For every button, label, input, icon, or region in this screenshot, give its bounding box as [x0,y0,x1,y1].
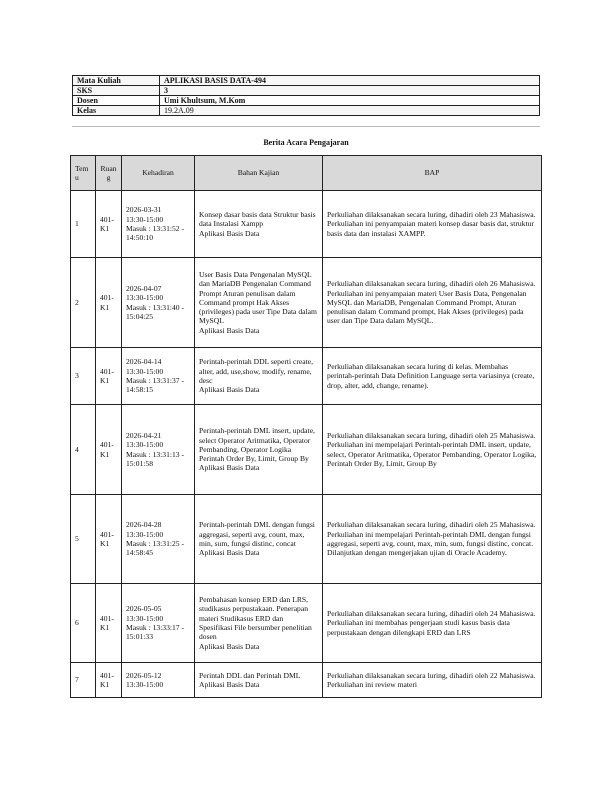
cell-ruang: 401- K1 [96,495,122,584]
cell-bahan-kajian: Pembahasan konsep ERD dan LRS, studikasus perpustakaan. Penerapan materi Studikasus ERD dan Spesifikasi File bersumber penelitian dosen Aplikasi Basis Data [195,584,323,663]
cell-kehadiran: 2026-04-14 13:30-15:00 Masuk : 13:31:37 - 14:58:15 [122,348,195,405]
header-bap: BAP [323,156,542,191]
info-row-class [73,106,540,116]
cell-bahan-kajian: Konsep dasar basis data Struktur basis data Instalasi Xampp Aplikasi Basis Data [195,191,323,258]
info-row-course [73,76,540,86]
header-kehadiran: Kehadiran [122,156,195,191]
info-row-sks [73,86,540,96]
info-label: Mata Kuliah [73,76,160,86]
teaching-log-table [70,155,542,698]
cell-ruang: 401- K1 [96,663,122,698]
info-row-lecturer [73,96,540,106]
cell-temu: 6 [71,584,96,663]
cell-temu: 7 [71,663,96,698]
info-label: Dosen [73,96,160,106]
info-label: SKS [73,86,160,96]
cell-kehadiran: 2026-04-07 13:30-15:00 Masuk : 13:31:40 - 15:04:25 [122,258,195,348]
header-temu: Temu [71,156,96,191]
cell-bahan-kajian: Perintah-perintah DDL seperti create, alter, add, use,show, modify, rename, desc Aplikasi Basis Data [195,348,323,405]
cell-bap: Perkuliahan dilaksanakan secara luring, dihadiri oleh 25 Mahasiswa. Perkuliahan ini mempelajari Perintah-perintah DML insert, update, select, Operator Aritmatika, Operator Pembanding, Operator Logika, Perintah Order By, Limit, Group By [323,405,542,495]
cell-kehadiran: 2026-04-28 13:30-15:00 Masuk : 13:31:25 - 14:58:45 [122,495,195,584]
table-row [71,663,542,698]
cell-bahan-kajian: Perintah-perintah DML dengan fungsi aggregasi, seperti avg, count, max, min, sum, fungsi distinc, concat Aplikasi Basis Data [195,495,323,584]
cell-kehadiran: 2026-04-21 13:30-15:00 Masuk : 13:31:13 - 15:01:58 [122,405,195,495]
cell-kehadiran: 2026-03-31 13:30-15:00 Masuk : 13:31:52 - 14:50:10 [122,191,195,258]
info-value: 3 [160,86,540,96]
table-row [71,258,542,348]
section-divider [72,126,540,127]
table-row [71,348,542,405]
header-ruang: Ruang [96,156,122,191]
cell-bap: Perkuliahan dilaksanakan secara luring, dihadiri oleh 23 Mahasiswa. Perkuliahan ini penyampaian materi konsep dasar basis dat, struktur basis data dan instalasi XAMPP. [323,191,542,258]
table-header-row [71,156,542,191]
cell-bap: Perkuliahan dilaksanakan secara luring, dihadiri oleh 24 Mahasiswa. Perkuliahan ini membahas pengerjaan studi kasus basis data perpustakaan dengan dilengkapi ERD dan LRS [323,584,542,663]
cell-bap: Perkuliahan dilaksanakan secara luring, dihadiri oleh 26 Mahasiswa. Perkuliahan ini penyampaian materi User Basis Data, Pengenalan MySQL dan MariaDB, Pengenalan Command Prompt, Aturan penulisan dalam Command prompt, Hak Akses (privileges) pada user dan Tipe Data dalam MySQL. [323,258,542,348]
cell-ruang: 401- K1 [96,191,122,258]
cell-temu: 4 [71,405,96,495]
info-label: Kelas [73,106,160,116]
cell-bap: Perkuliahan dilaksanakan secara luring, dihadiri oleh 22 Mahasiswa. Perkuliahan ini review materi [323,663,542,698]
cell-bap: Perkuliahan dilaksanakan secara luring di kelas. Membahas perintah-perintah Data Definition Language serta variasinya (create, drop, alter, add, change, rename). [323,348,542,405]
cell-bahan-kajian: Perintah DDL dan Perintah DML Aplikasi Basis Data [195,663,323,698]
info-value: Umi Khultsum, M.Kom [160,96,540,106]
cell-ruang: 401- K1 [96,348,122,405]
cell-bahan-kajian: Perintah-perintah DML insert, update, select Operator Aritmatika, Operator Pembanding, Operator Logika Perintah Order By, Limit, Group By Aplikasi Basis Data [195,405,323,495]
course-info-table [72,75,540,116]
cell-kehadiran: 2026-05-12 13:30-15:00 [122,663,195,698]
table-row [71,191,542,258]
table-row [71,495,542,584]
cell-temu: 1 [71,191,96,258]
document-title: Berita Acara Pengajaran [263,138,349,147]
table-row [71,584,542,663]
info-value: APLIKASI BASIS DATA-494 [160,76,540,86]
cell-bahan-kajian: User Basis Data Pengenalan MySQL dan MariaDB Pengenalan Command Prompt Aturan penulisan dalam Command prompt Hak Akses (privileges) pada user Tipe Data dalam MySQL Aplikasi Basis Data [195,258,323,348]
cell-temu: 5 [71,495,96,584]
info-value: 19.2A.09 [160,106,540,116]
cell-ruang: 401- K1 [96,405,122,495]
cell-bap: Perkuliahan dilaksanakan secara luring, dihadiri oleh 25 Mahasiswa. Perkuliahan ini mempelajari Perintah-perintah DML dengan fungsi aggregasi, seperti avg, count, max, min, sum, fungsi distinc, concat. Dilanjutkan dengan mengerjakan ujian di Oracle Academy. [323,495,542,584]
cell-temu: 3 [71,348,96,405]
cell-temu: 2 [71,258,96,348]
cell-ruang: 401- K1 [96,584,122,663]
cell-kehadiran: 2026-05-05 13:30-15:00 Masuk : 13:33:17 - 15:01:33 [122,584,195,663]
table-row [71,405,542,495]
cell-ruang: 401- K1 [96,258,122,348]
header-bahan-kajian: Bahan Kajian [195,156,323,191]
